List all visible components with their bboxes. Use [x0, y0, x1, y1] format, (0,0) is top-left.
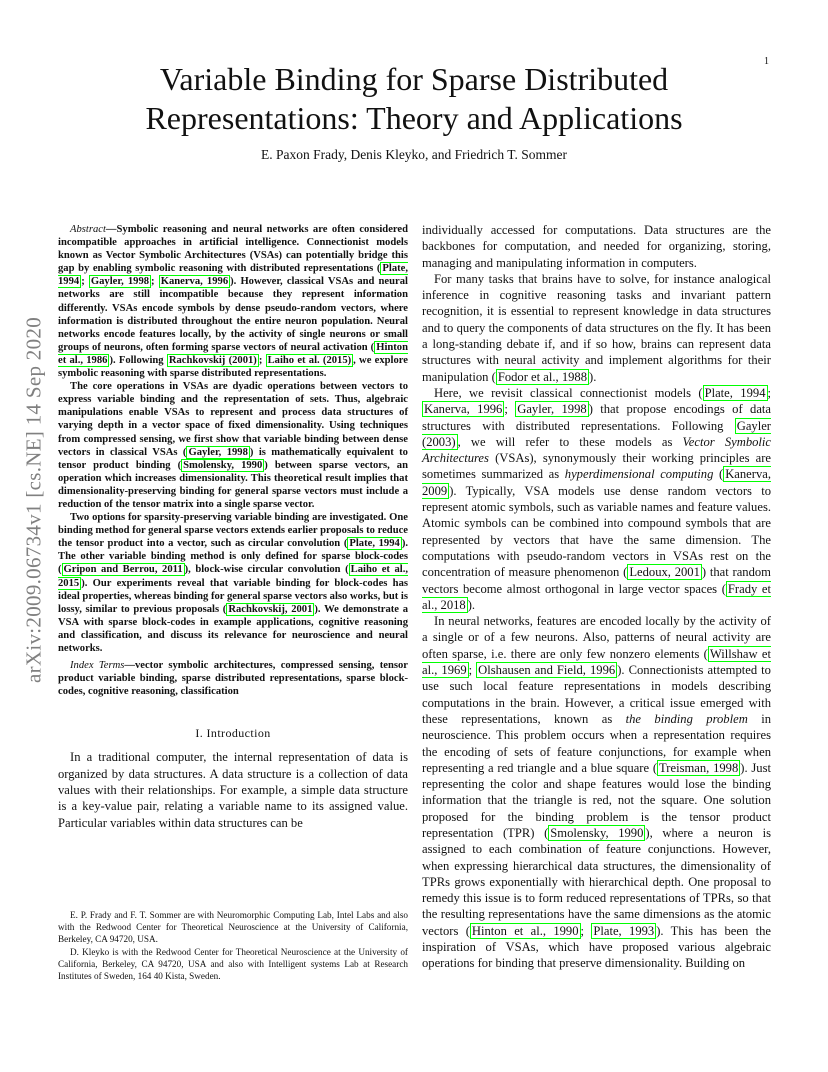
citation-link[interactable]: Fodor et al., 1988 [497, 369, 588, 384]
abstract-lead: Abstract [70, 224, 106, 235]
citation-link[interactable]: Smolensky, 1990 [183, 459, 263, 471]
right-paragraph-2: Here, we revisit classical connectionist models ( Plate, 1994 ; Kanerva, 1996 ; Gayler, 1998 ) that propose encodings of data structures with distributed representations. Following Gayler (2003) , we will refer to these models as Vector Symbolic Architectures (VSAs), synonymously their working principles are sometimes summarized as hyperdimensional computing ( Kanerva, 2009 ). Typically, VSA models use dense random vectors to represent atomic symbols, such as variable names and feature values. Atomic symbols can be combined into compound symbols that are represented by vectors that have the same dimension. The computations with pseudo-random vectors in VSAs rest on the concentration of measure phenomenon ( Ledoux, 2001 ) that random vectors become almost orthogonal in large vector spaces ( Frady et al., 2018 ). [422, 385, 772, 612]
intro-body [58, 749, 408, 830]
footnote-2: D. Kleyko is with the Redwood Center for Theoretical Neuroscience at the University of California, Berkeley, CA 94720, USA and also with Intelligent systems Lab at Research Institutes of Sweden, 164 40 Kista, Sweden. [58, 946, 408, 981]
citation-link[interactable]: Rachkovskij (2001) [168, 354, 257, 366]
right-paragraph-0: individually accessed for computations. Data structures are the backbones for computation, and needed for organizing, storing, managing and manipulating information in computers. [422, 223, 771, 270]
citation-link[interactable]: Willshaw et al., 1969 [422, 646, 772, 678]
citation-link[interactable]: Smolensky, 1990 [550, 825, 644, 840]
citation-link[interactable]: Plate, 1994 [58, 263, 408, 288]
citation-link[interactable]: Frady et al., 2018 [422, 581, 771, 612]
right-paragraph-1: For many tasks that brains have to solve, for instance analogical inference in cognitive reasoning tasks and invariant pattern recognition, it is essential to represent knowledge in data structures and to query the components of data structures on the fly. It has been a long-standing debate if, and if so how, brains can represent data structures with neural activity and implement algorithms for their manipulation ( Fodor et al., 1988 ). [422, 271, 771, 384]
citation-link[interactable]: Gayler (2003) [422, 418, 771, 449]
citation-link[interactable]: Olshausen and Field, 1996 [478, 663, 616, 678]
section-heading: I. Introduction [195, 726, 271, 741]
citation-link[interactable]: Gripon and Berrou, 2011 [63, 564, 183, 576]
abstract-paragraph-2: The core operations in VSAs are dyadic operations between vectors to express variable binding and the representation of sets. Thus, algebraic manipulations enable VSAs to represent and process data structures of varying depth in a vector space of fixed dimensionality. Using techniques from compressed sensing, we first show that variable binding between dense vectors in classical VSAs ( Gayler, 1998 ) is mathematically equivalent to tensor product binding ( Smolensky, 1990 ) between sparse vectors, an operation which increases dimensionality. This theoretical result implies that dimensionality-preserving binding for general sparse vectors must include a reduction of the tensor matrix into a single sparse vector. [58, 381, 408, 510]
intro-paragraph-1: In a traditional computer, the internal representation of data is organized by data structures. A data structure is a collection of data values with their relationships. For example, a simple data structure is a key-value pair, relating a variable name to its assigned value. Particular variables within data structures can be [58, 750, 408, 830]
index-terms: Index Terms—vector symbolic architectures, compressed sensing, tensor product variable binding, sparse distributed representations, sparse block-codes, cognitive reasoning, classification [58, 660, 408, 698]
arxiv-side-stamp [14, 290, 54, 710]
citation-link[interactable]: Hinton et al., 1990 [471, 923, 579, 938]
citation-link[interactable]: Treisman, 1998 [659, 760, 739, 775]
right-paragraph-3: In neural networks, features are encoded locally by the activity of a single or of a few neurons. Also, patterns of neural activity are often sparse, i.e. there are only few nonzero elements ( Willshaw et al., 1969 ; Olshausen and Field, 1996 ). Connectionists attempted to use such local feature representations in models describing computations in the brain. However, a critical issue emerged with these representations, known as the binding problem in neuroscience. This problem occurs when a representation requires the encoding of sets of feature conjunctions, for example when representing a red triangle and a blue square ( Treisman, 1998 ). Just representing the color and shape features would lose the binding information that the triangle is red, not the square. One solution proposed for the binding problem is the tensor product representation (TPR) ( Smolensky, 1990 ), where a neuron is assigned to each combination of feature conjunctions. However, when expressing hierarchical data structures, the dimensionality of TPRs grows exponentially with hierarchical depth. One proposal to remedy this issue is to form reduced representations of TPRs, so that the resulting representations have the same dimensions as the atomic vectors ( Hinton et al., 1990 ; Plate, 1993 ). This has been the inspiration of VSAs, which have proposed various algebraic operations for binding that preserve dimensionality. Building on [422, 614, 772, 971]
page-number: 1 [764, 56, 769, 67]
footnote-1: E. P. Frady and F. T. Sommer are with Neuromorphic Computing Lab, Intel Labs and also with the Redwood Center for Theoretical Neuroscience at the University of California, Berkeley, CA 94720, USA. [58, 910, 408, 944]
abstract-paragraph-3: Two options for sparsity-preserving variable binding are investigated. One binding method for general sparse vectors extends earlier proposals to reduce the tensor product into a vector, such as circular convolution ( Plate, 1994 ). The other variable binding method is only defined for sparse block-codes ( Gripon and Berrou, 2011 ), block-wise circular convolution ( Laiho et al., 2015 ). Our experiments reveal that variable binding for block-codes has ideal properties, whereas binding for general sparse vectors also works, but is lossy, similar to previous proposals ( Rachkovskij, 2001 ). We demonstrate a VSA with sparse block-codes in example applications, cognitive reasoning and classification, and discuss its relevance for neuroscience and neural networks. [58, 512, 408, 654]
footnotes [58, 910, 408, 982]
arxiv-id: arXiv:2009.06734v1 [cs.NE] 14 Sep 2020 [21, 316, 46, 684]
citation-link[interactable]: Plate, 1994 [349, 538, 400, 550]
citation-link[interactable]: Kanerva, 1996 [424, 402, 503, 417]
citation-link[interactable]: Plate, 1994 [704, 385, 766, 400]
authors: E. Paxon Frady, Denis Kleyko, and Friedrich T. Sommer [260, 147, 568, 162]
citation-link[interactable]: Ledoux, 2001 [629, 565, 700, 580]
abstract-paragraph-1: Abstract—Symbolic reasoning and neural networks are often considered incompatible approaches in artificial intelligence. Connectionist models known as Vector Symbolic Architectures (VSAs) can potentially bridge this gap by enabling symbolic reasoning with distributed representations ( Plate, 1994 ; Gayler, 1998 ; Kanerva, 1996 ). However, classical VSAs and neural networks are still incompatible because they represent information differently. VSAs encode symbols by dense pseudo-random vectors, where information is distributed throughout the entire neuron population. Neural networks encode features locally, by the activity of single neurons or small groups of neurons, often forming sparse vectors of neural activation ( Hinton et al., 1986 ). Following Rachkovskij (2001) ; Laiho et al. (2015) , we explore symbolic reasoning with sparse distributed representations. [58, 224, 408, 380]
citation-link[interactable]: Rachkovskij, 2001 [228, 603, 313, 615]
right-column [422, 222, 771, 972]
citation-link[interactable]: Kanerva, 2009 [422, 467, 772, 498]
citation-link[interactable]: Gayler, 1998 [517, 402, 587, 417]
citation-link[interactable]: Gayler, 1998 [90, 276, 150, 288]
citation-link[interactable]: Laiho et al. (2015) [267, 354, 352, 366]
citation-link[interactable]: Plate, 1993 [593, 923, 655, 938]
citation-link[interactable]: Laiho et al., 2015 [58, 564, 408, 589]
citation-link[interactable]: Hinton et al., 1986 [58, 341, 408, 366]
citation-link[interactable]: Gayler, 1998 [188, 446, 248, 458]
abstract [58, 223, 408, 655]
title-line-2: Representations: Theory and Applications [145, 100, 683, 136]
index-terms-lead: Index Terms [70, 660, 125, 672]
paper-title [60, 60, 768, 138]
title-line-1: Variable Binding for Sparse Distributed [159, 61, 669, 97]
left-column [58, 223, 408, 831]
citation-link[interactable]: Kanerva, 1996 [160, 276, 229, 288]
